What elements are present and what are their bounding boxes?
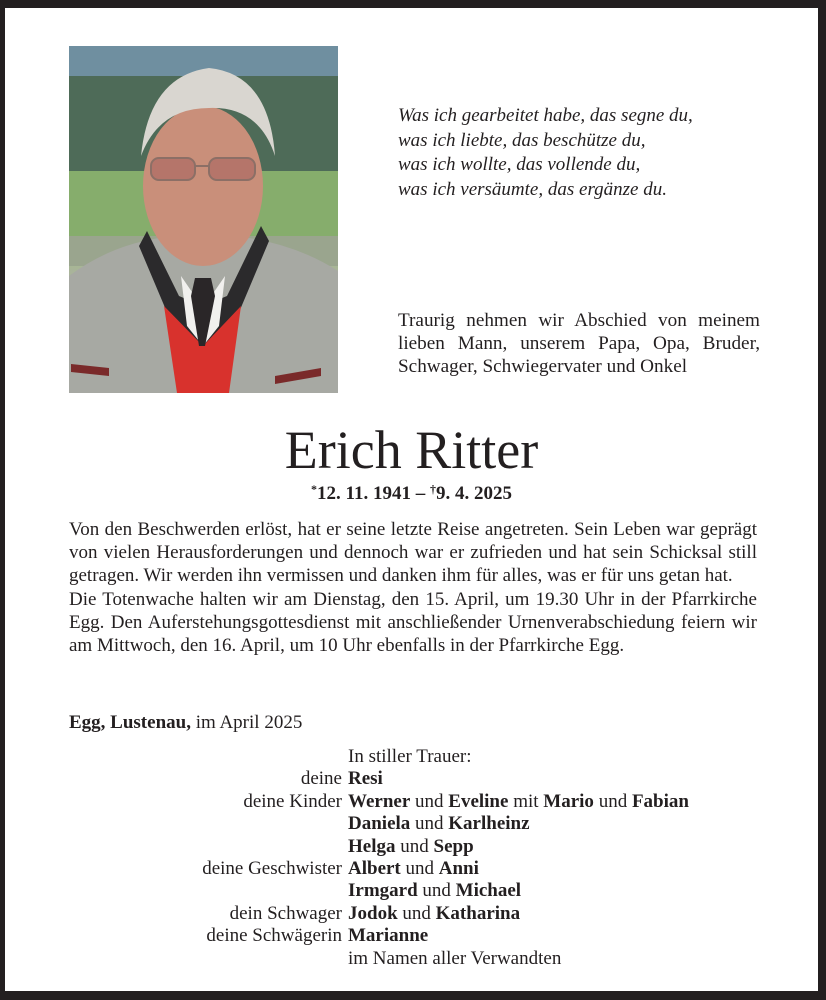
connector-text: und [593,790,632,812]
mourner-name: Karlheinz [448,813,530,835]
mourner-name: Marianne [348,925,429,947]
mourner-names [348,925,428,947]
mourner-names [348,836,474,858]
mourner-row [5,836,818,858]
mourner-name: Jodok [348,902,398,924]
mourner-name: Daniela [348,813,411,835]
relation-label: deine Kinder [243,790,342,812]
connector-text: und [410,790,449,812]
mourner-name: Resi [348,768,383,790]
relation-label [5,948,348,970]
mourner-row [5,903,818,925]
mourner-names [348,768,383,790]
portrait-photo [69,46,338,393]
relation-label [5,836,348,858]
connector-text: und [400,857,439,879]
mourner-names [348,948,561,970]
relation-label: deine Schwägerin [206,925,342,947]
mourner-name: Katharina [435,902,521,924]
mourner-row [5,813,818,835]
mourner-names [348,880,521,902]
portrait-image-icon [69,46,338,393]
mourner-rows [5,768,818,970]
obituary-text [69,518,757,657]
date-separator: – [410,483,430,504]
mourner-name: Eveline [448,790,509,812]
poem-line: was ich liebte, das beschütze du, [398,129,646,151]
locations: Egg, Lustenau, [69,712,191,733]
relation-label: dein Schwager [229,902,342,924]
mourner-name: Sepp [433,835,474,857]
birth-date: 12. 11. 1941 [317,483,411,504]
mourner-names [348,791,689,813]
mourner-row [5,925,818,947]
mourner-row [5,948,818,970]
mourner-name: Albert [348,857,401,879]
mourners-heading-row [5,746,818,768]
connector-text: und [417,880,456,902]
mourner-row [5,858,818,880]
mourner-names [348,813,530,835]
farewell-intro: Traurig nehmen wir Abschied von meinem lieben Mann, unserem Papa, Opa, Bruder, Schwager, Schwiegervater und Onkel [398,310,760,377]
mourner-row [5,791,818,813]
life-paragraph: Von den Beschwerden erlöst, hat er seine letzte Reise angetreten. Sein Leben war geprägt von vielen Herausforderungen und dennoch war er zufrieden und hat sein Schicksal still getragen. Wir werden ihn vermissen und danken ihm für alles, was er für uns getan hat. [69,519,757,587]
poem-line: was ich versäumte, das ergänze du. [398,178,667,200]
birth-symbol: * [311,482,318,496]
mourner-row [5,880,818,902]
mourners-heading: In stiller Trauer: [348,746,472,767]
mourner-name: Fabian [631,790,689,812]
relation-label: deine Geschwister [202,857,342,879]
poem-line: Was ich gearbeitet habe, das segne du, [398,105,693,126]
mourner-name: Anni [438,857,479,879]
mourner-names [348,858,479,880]
connector-text: und [395,835,434,857]
month-year: im April 2025 [195,712,303,733]
mourner-name: Helga [348,835,396,857]
obituary-page [5,8,818,991]
mourner-names [348,903,520,925]
relation-label [5,880,348,902]
mourner-name: Werner [348,790,411,812]
relation-label [5,813,348,835]
death-symbol: † [429,482,436,496]
connector-text: und [410,813,449,835]
death-date: 9. 4. 2025 [435,483,512,504]
deceased-name: Erich Ritter [284,420,539,480]
mourners-list [5,746,818,970]
relation-label: deine [300,768,342,790]
connector-text: und [397,902,436,924]
mourner-name: Michael [455,880,522,902]
connector-text: im Namen aller Verwandten [348,947,562,969]
poem-line: was ich wollte, das vollende du, [398,154,641,175]
mourner-name: Mario [543,790,594,812]
connector-text: mit [508,790,544,812]
place-and-date [69,711,302,735]
service-paragraph: Die Totenwache halten wir am Dienstag, den 15. April, um 19.30 Uhr in der Pfarrkirche Egg. Den Auferstehungsgottesdienst mit anschließender Urnenverabschiedung feiern wir am Mittwoch, den 16. April, um 10 Uhr ebenfalls in der Pfarrkirche Egg. [69,588,757,657]
poem-verse [398,104,693,202]
mourner-name: Irmgard [348,880,418,902]
life-dates [5,477,818,506]
mourner-row [5,768,818,790]
